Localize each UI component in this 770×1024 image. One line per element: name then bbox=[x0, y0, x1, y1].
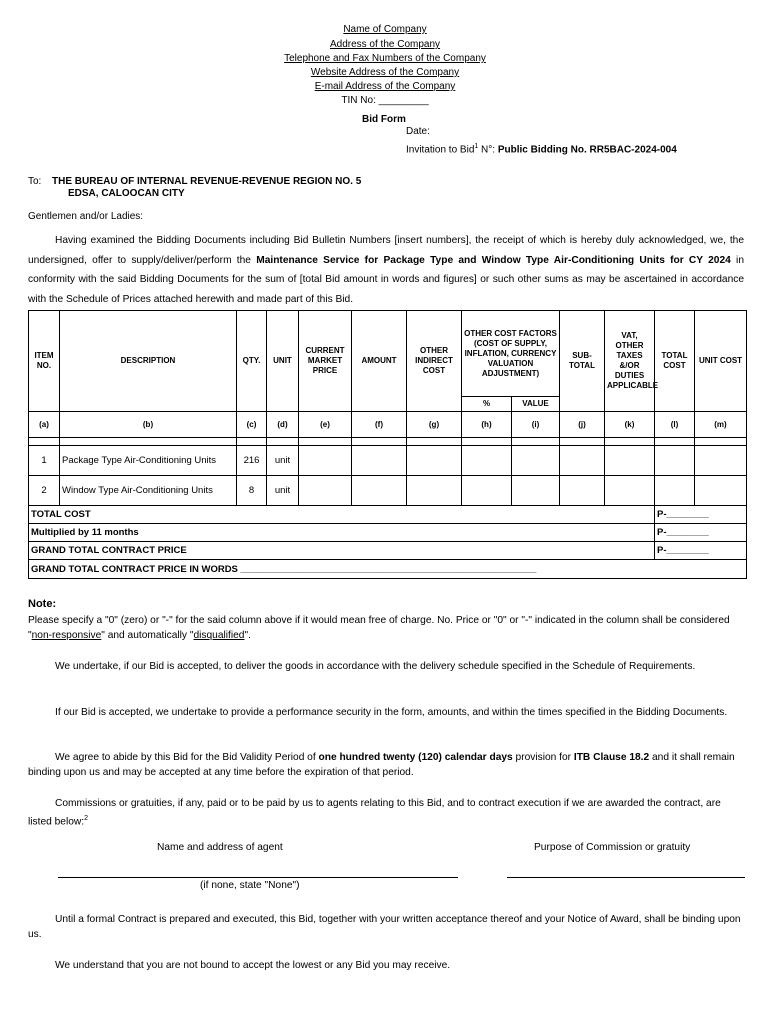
row-qty: 8 bbox=[237, 476, 267, 506]
disqualified-term: disqualified bbox=[193, 630, 245, 641]
letter-cell: (c) bbox=[237, 412, 267, 438]
invitation-line bbox=[406, 143, 677, 155]
note-text-2: " and automatically " bbox=[101, 630, 194, 641]
letter-cell: (b) bbox=[60, 412, 237, 438]
bid-price-table bbox=[28, 310, 747, 579]
salutation: Gentlemen and/or Ladies: bbox=[28, 211, 144, 222]
hdr-pct: % bbox=[462, 397, 512, 412]
itb-clause: ITB Clause 18.2 bbox=[573, 752, 650, 763]
letter-cell: (h) bbox=[462, 412, 512, 438]
company-email: E-mail Address of the Company bbox=[314, 81, 456, 92]
commissions-text: Commissions or gratuities, if any, paid or to be paid by us to agents relating to this Bid, and to contract execution if we are awarded the contract, are listed below: bbox=[28, 798, 721, 828]
contract-paragraph: Until a formal Contract is prepared and executed, this Bid, together with your written acceptance thereof and your Notice of Award, shall be binding upon us. bbox=[28, 914, 741, 940]
date-label: Date: bbox=[406, 126, 430, 137]
delivery-paragraph: We undertake, if our Bid is accepted, to deliver the goods in accordance with the delivery schedule specified in the Schedule of Requirements. bbox=[55, 661, 696, 672]
validity-days: one hundred twenty (120) calendar days bbox=[318, 752, 513, 763]
letter-cell: (j) bbox=[560, 412, 605, 438]
letter-cell: (d) bbox=[267, 412, 299, 438]
form-title: Bid Form bbox=[362, 114, 406, 125]
total-cost-value: P-________ bbox=[655, 506, 747, 524]
validity-text-3: and it shall remain binding upon us and may be accepted at any time before the expiration of that period. bbox=[28, 752, 735, 778]
row-unit: unit bbox=[267, 446, 299, 476]
row-unit: unit bbox=[267, 476, 299, 506]
grand-total-value: P-________ bbox=[655, 542, 747, 560]
total-cost-row bbox=[29, 506, 747, 524]
footnote-2: 2 bbox=[84, 815, 88, 822]
intro-text-2: in conformity with the said Bidding Documents for the sum of [total Bid amount in words and figures] or such other sums as may be ascertained in accordance with the Schedule of Prices attached herewith and made part of this Bid. bbox=[28, 254, 744, 305]
addressee-line2: EDSA, CALOOCAN CITY bbox=[68, 188, 185, 199]
letter-cell: (l) bbox=[655, 412, 695, 438]
addressee-line1: THE BUREAU OF INTERNAL REVENUE-REVENUE REGION NO. 5 bbox=[52, 176, 362, 187]
multiplied-row bbox=[29, 524, 747, 542]
grand-total-words: GRAND TOTAL CONTRACT PRICE IN WORDS ________________________________________________________ bbox=[29, 560, 747, 579]
hdr-item-no: ITEM NO. bbox=[29, 311, 60, 412]
letter-cell: (i) bbox=[512, 412, 560, 438]
letter-cell: (m) bbox=[695, 412, 747, 438]
hdr-other-factors: OTHER COST FACTORS (COST OF SUPPLY, INFLATION, CURRENCY VALUATION ADJUSTMENT) bbox=[462, 311, 560, 397]
hdr-unit-cost: UNIT COST bbox=[695, 311, 747, 412]
agent-name-label: Name and address of agent bbox=[157, 842, 283, 853]
intro-text-1: Having examined the Bidding Documents including Bid Bulletin Numbers [insert numbers], the receipt of which is hereby duly acknowledged, we, the undersigned, offer to supply/deliver/perform the bbox=[28, 235, 744, 266]
row-description: Window Type Air-Conditioning Units bbox=[60, 476, 237, 506]
company-phone: Telephone and Fax Numbers of the Company bbox=[284, 53, 486, 64]
note-text-1: Please specify a "0" (zero) or "-" for the said column above if it would mean free of charge. No. Price or "0" or "-" indicated in the column shall be considered " bbox=[28, 615, 730, 641]
letter-cell: (a) bbox=[29, 412, 60, 438]
row-qty: 216 bbox=[237, 446, 267, 476]
company-website: Website Address of the Company bbox=[310, 67, 460, 78]
multiplied-label: Multiplied by 11 months bbox=[29, 524, 655, 542]
commissions-paragraph bbox=[28, 796, 744, 829]
hdr-qty: QTY. bbox=[237, 311, 267, 412]
to-label: To: bbox=[28, 176, 42, 187]
row-no: 2 bbox=[29, 476, 60, 506]
understand-paragraph: We understand that you are not bound to accept the lowest or any Bid you may receive. bbox=[55, 960, 451, 971]
table-row bbox=[29, 476, 747, 506]
note-text-3: ". bbox=[244, 630, 251, 641]
agent-name-line bbox=[58, 877, 458, 878]
hdr-current-price: CURRENT MARKET PRICE bbox=[299, 311, 352, 412]
hdr-amount: AMOUNT bbox=[352, 311, 407, 412]
company-name: Name of Company bbox=[343, 24, 427, 35]
row-description: Package Type Air-Conditioning Units bbox=[60, 446, 237, 476]
grand-total-label: GRAND TOTAL CONTRACT PRICE bbox=[29, 542, 655, 560]
hdr-vat: VAT, OTHER TAXES &/OR DUTIES APPLICABLE bbox=[605, 311, 655, 412]
multiplied-value: P-________ bbox=[655, 524, 747, 542]
non-responsive-term: non-responsive bbox=[31, 630, 102, 641]
letter-cell: (g) bbox=[407, 412, 462, 438]
hdr-description: DESCRIPTION bbox=[60, 311, 237, 412]
none-note: (if none, state "None") bbox=[200, 880, 300, 891]
hdr-other-indirect: OTHER INDIRECT COST bbox=[407, 311, 462, 412]
invitation-no-label: N°: bbox=[478, 144, 496, 156]
company-tin: TIN No: _________ bbox=[341, 95, 429, 106]
validity-paragraph bbox=[28, 750, 744, 780]
intro-paragraph bbox=[28, 231, 744, 309]
note-text bbox=[28, 613, 744, 643]
security-paragraph: If our Bid is accepted, we undertake to provide a performance security in the form, amounts, and within the times specified in the Bidding Documents. bbox=[55, 707, 728, 718]
grand-total-words-row bbox=[29, 560, 747, 579]
letters-row bbox=[29, 412, 747, 438]
commission-purpose-line bbox=[507, 877, 745, 878]
hdr-subtotal: SUB-TOTAL bbox=[560, 311, 605, 412]
invitation-number: Public Bidding No. RR5BAC-2024-004 bbox=[497, 144, 677, 156]
note-title-text: Note: bbox=[28, 598, 57, 610]
hdr-value: VALUE bbox=[512, 397, 560, 412]
letter-cell: (k) bbox=[605, 412, 655, 438]
hdr-total-cost: TOTAL COST bbox=[655, 311, 695, 412]
row-no: 1 bbox=[29, 446, 60, 476]
letter-cell: (e) bbox=[299, 412, 352, 438]
validity-text-1: We agree to abide by this Bid for the Bid Validity Period of bbox=[55, 752, 319, 763]
company-address: Address of the Company bbox=[329, 39, 441, 50]
validity-text-2: provision for bbox=[512, 752, 574, 763]
table-row bbox=[29, 446, 747, 476]
commission-purpose-label: Purpose of Commission or gratuity bbox=[534, 842, 691, 853]
hdr-unit: UNIT bbox=[267, 311, 299, 412]
note-title bbox=[28, 598, 56, 610]
total-cost-label: TOTAL COST bbox=[29, 506, 655, 524]
invitation-label: Invitation to Bid bbox=[406, 144, 475, 156]
intro-bold: Maintenance Service for Package Type and Window Type Air-Conditioning Units for CY 2024 bbox=[256, 254, 731, 266]
grand-total-row bbox=[29, 542, 747, 560]
letter-cell: (f) bbox=[352, 412, 407, 438]
footnote-1: 1 bbox=[474, 143, 479, 150]
